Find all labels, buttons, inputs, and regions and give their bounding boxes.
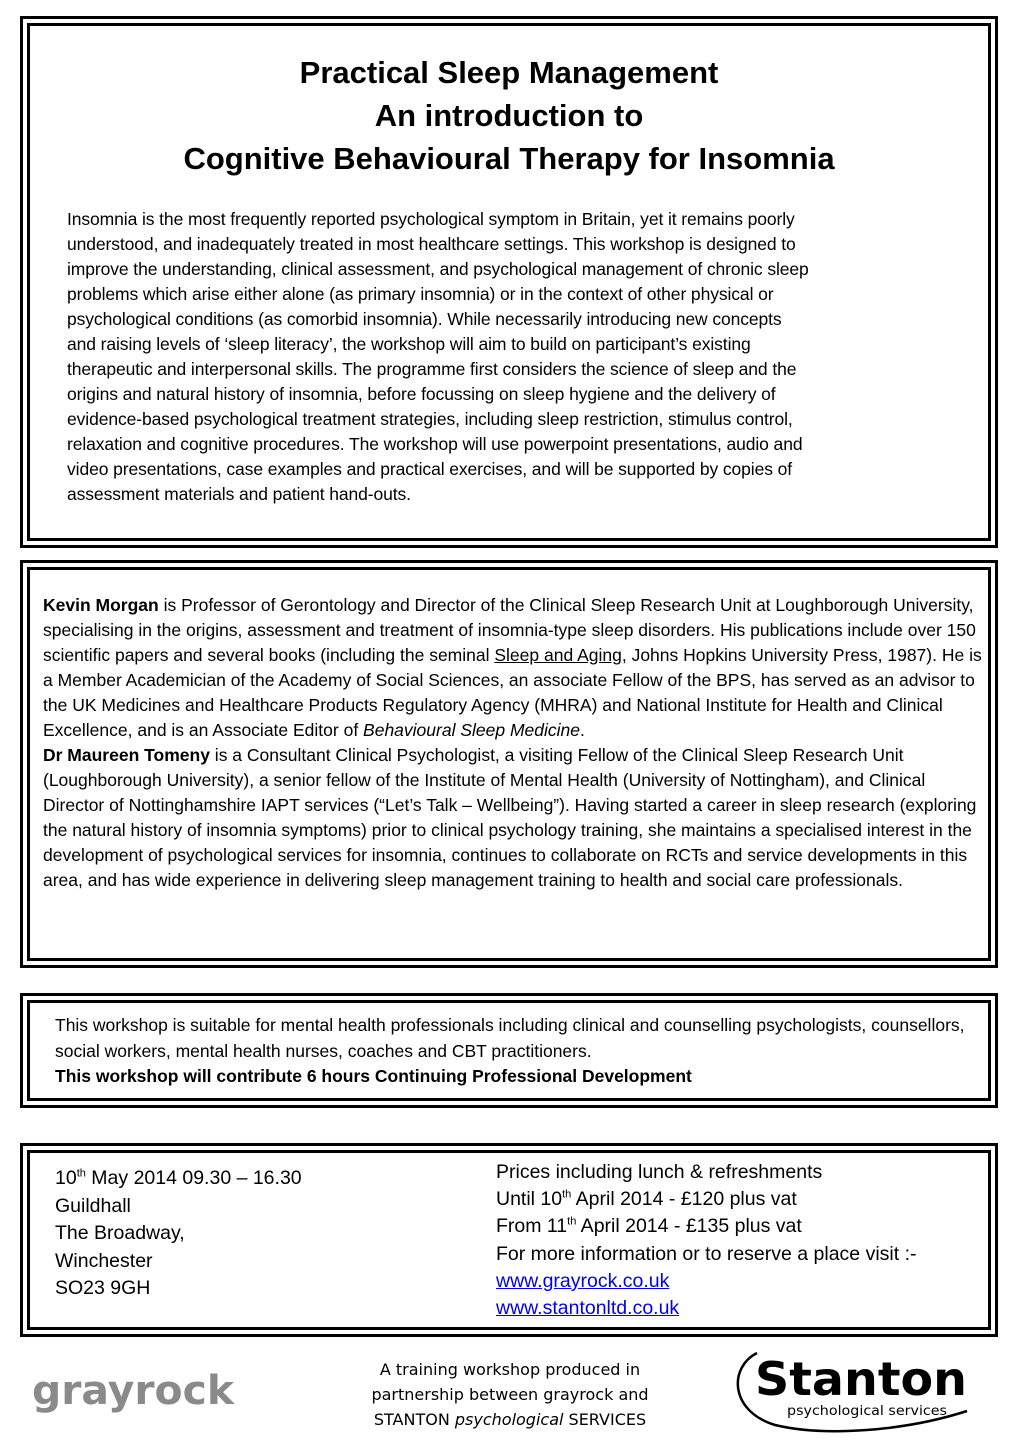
bio-tomeny (43, 743, 988, 893)
date-suffix: th (567, 1215, 577, 1228)
presenters-panel (20, 560, 998, 968)
price-late (496, 1213, 996, 1240)
venue-details (55, 1165, 455, 1303)
presenter-name-morgan: Kevin Morgan (43, 595, 159, 615)
stanton-link[interactable]: www.stantonltd.co.uk (496, 1297, 680, 1320)
title-line-3: Cognitive Behavioural Therapy for Insomnia (183, 141, 835, 176)
title-line-1: Practical Sleep Management (299, 55, 719, 90)
price-late-date: From 11 (496, 1215, 568, 1238)
footer-credit (340, 1357, 680, 1432)
bio-morgan-text: . (580, 720, 585, 740)
stanton-logo (735, 1345, 975, 1433)
book-title: Sleep and Aging (494, 645, 622, 665)
intro-line: origins and natural history of insomnia, before focussing on sleep hygiene and the delivery of (67, 384, 776, 404)
booking-panel (20, 1143, 998, 1337)
price-early (496, 1186, 996, 1213)
page-title (30, 51, 988, 180)
footer-line-2: partnership between grayrock and (371, 1385, 649, 1404)
event-date (55, 1165, 455, 1193)
svg-text:grayrock: grayrock (32, 1368, 236, 1414)
svg-text:Stanton: Stanton (755, 1352, 967, 1406)
grayrock-logo (30, 1362, 240, 1424)
footer-line-3 (340, 1407, 680, 1432)
price-late-amount: April 2014 - £135 plus vat (576, 1215, 802, 1238)
intro-line: psychological conditions (as comorbid insomnia). While necessarily introducing new concepts (67, 309, 782, 329)
date-suffix: th (76, 1167, 86, 1180)
presenter-bios (43, 593, 988, 893)
intro-line: improve the understanding, clinical assessment, and psychological management of chronic sleep (67, 259, 809, 279)
intro-line: assessment materials and patient hand-outs. (67, 484, 411, 504)
date-time: May 2014 09.30 – 16.30 (85, 1167, 302, 1189)
info-text: For more information or to reserve a place visit :- (496, 1242, 917, 1265)
bio-morgan (43, 593, 988, 743)
price-early-amount: April 2014 - £120 plus vat (571, 1188, 797, 1211)
presenter-name-tomeny: Dr Maureen Tomeny (43, 745, 210, 765)
grayrock-link[interactable]: www.grayrock.co.uk (496, 1269, 670, 1292)
intro-line: therapeutic and interpersonal skills. The programme first considers the science of sleep and the (67, 359, 797, 379)
prices-heading: Prices including lunch & refreshments (496, 1161, 823, 1183)
date-suffix: th (562, 1188, 572, 1201)
svg-text:psychological services: psychological services (787, 1404, 948, 1419)
footer-services: SERVICES (563, 1410, 647, 1429)
intro-line: and raising levels of ‘sleep literacy’, the workshop will aim to build on participant’s existing (67, 334, 751, 354)
intro-panel (20, 16, 998, 548)
price-early-date: Until 10 (496, 1188, 563, 1211)
price-details (496, 1159, 996, 1322)
bio-morgan-text: is Professor of Gerontology and Director of the Clinical Sleep Research Unit at Loughborough University, specialising in the origins, assessment and treatment of insomnia-type sleep disorders. His publications include over 150 scientific papers and several books (including the seminal (43, 595, 976, 665)
title-line-2: An introduction to (374, 98, 644, 133)
venue-postcode: SO23 9GH (55, 1277, 151, 1299)
intro-line: understood, and inadequately treated in most healthcare settings. This workshop is designed to (67, 234, 796, 254)
audience-panel (20, 993, 998, 1108)
bio-morgan-text: , Johns Hopkins University Press, 1987). He is a Member Academician of the Academy of Social Sciences, an associate Fellow of the BPS, has served as an advisor to the UK Medicines and Healthcare Products Regulatory Agency (MHRA) and National Institute for Health and Clinical Excellence, and is an Associate Editor of (43, 645, 982, 740)
venue-line: Guildhall (55, 1194, 131, 1217)
audience-text (55, 1013, 975, 1090)
bio-tomeny-text: is a Consultant Clinical Psychologist, a visiting Fellow of the Clinical Sleep Research Unit (Loughborough University), a senior fellow of the Institute of Mental Health (University of Nottingham), and Clinical Director of Nottinghamshire IAPT services (“Let’s Talk – Wellbeing”). Having started a career in sleep research (exploring the natural history of insomnia symptoms) prior to clinical psychology training, she maintains a specialised interest in the development of psychological services for insomnia, continues to collaborate on RCTs and service developments in this area, and has wide experience in delivering sleep management training to health and social care professionals. (43, 745, 977, 890)
cpd-statement: This workshop will contribute 6 hours Continuing Professional Development (55, 1066, 692, 1086)
footer-line-1: A training workshop produced in (379, 1360, 641, 1379)
intro-line: problems which arise either alone (as primary insomnia) or in the context of other physical or (67, 284, 774, 304)
intro-line: evidence-based psychological treatment strategies, including sleep restriction, stimulus control, (67, 409, 793, 429)
venue-line: The Broadway, (55, 1222, 185, 1244)
footer-psychological: psychological (454, 1410, 564, 1429)
intro-line: video presentations, case examples and practical exercises, and will be supported by copies of (67, 459, 793, 479)
audience-description: This workshop is suitable for mental health professionals including clinical and counselling psychologists, counsellors, social workers, mental health nurses, coaches and CBT practitioners. (55, 1015, 965, 1061)
intro-paragraph (67, 207, 967, 507)
footer-stanton: STANTON (373, 1410, 455, 1429)
intro-line: Insomnia is the most frequently reported psychological symptom in Britain, yet it remains poorly (67, 209, 795, 229)
date-day: 10 (55, 1167, 77, 1189)
venue-line: Winchester (55, 1249, 153, 1272)
intro-line: relaxation and cognitive procedures. The workshop will use powerpoint presentations, audio and (67, 434, 803, 454)
journal-title: Behavioural Sleep Medicine (363, 720, 580, 740)
